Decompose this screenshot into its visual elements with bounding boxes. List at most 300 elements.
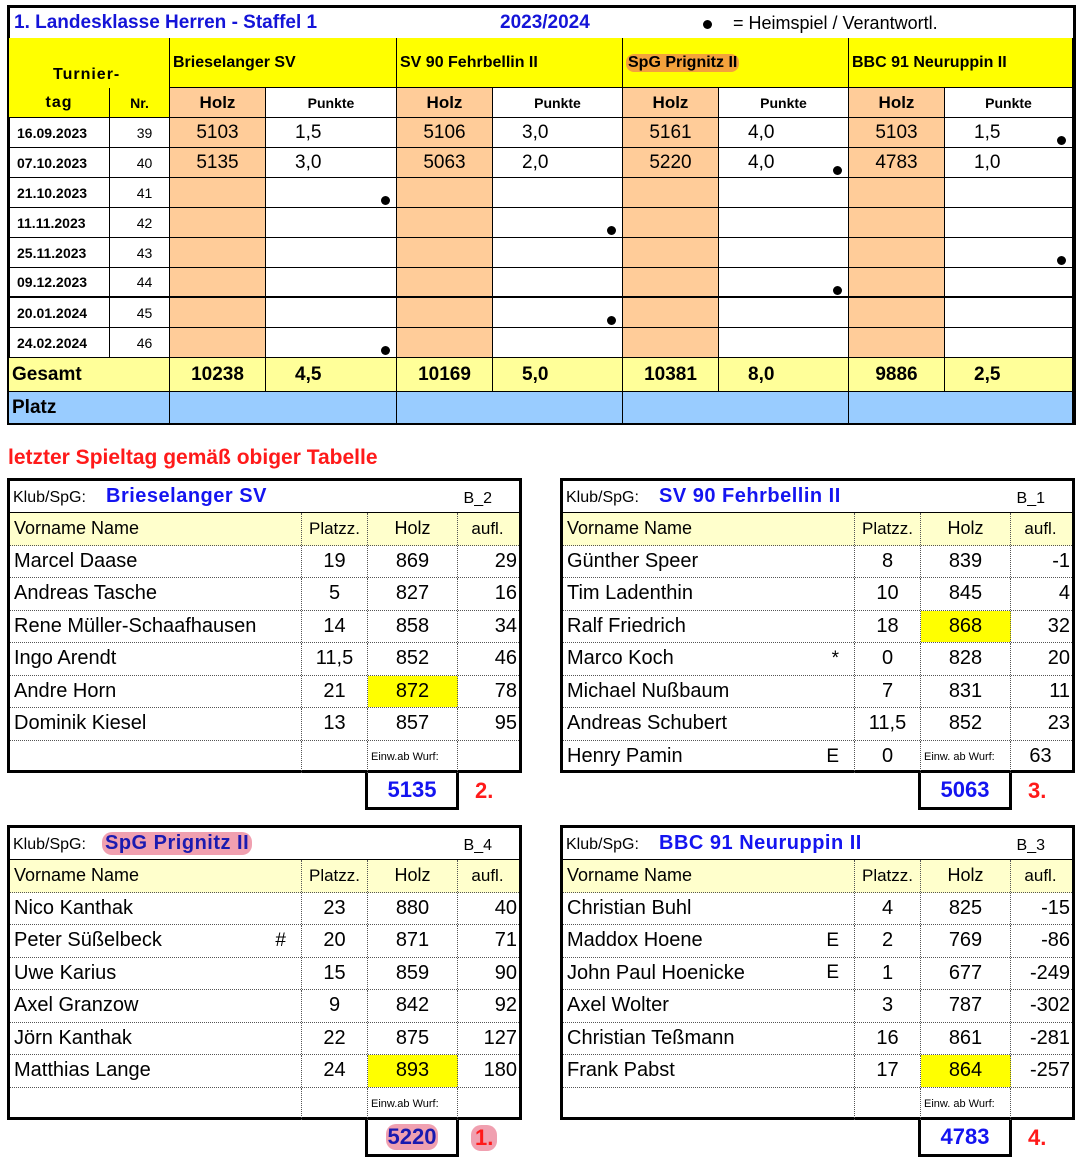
player-aufl: 71 [494,929,517,952]
player-name-cell [563,546,855,578]
total-punkte: 4,5 [266,358,397,392]
holz-header: Holz [170,88,266,118]
platz-value [170,392,397,423]
player-holz: 828 [921,643,1011,675]
team-name: BBC 91 Neuruppin II [852,53,1007,71]
player-platz: 19 [302,546,368,578]
col-name-header: Vorname Name [563,513,855,545]
punkte-value [266,208,397,238]
punkte-value [493,328,623,358]
holz-value: 5103 [170,118,266,148]
player-platz: 0 [855,741,921,774]
player-holz: 825 [921,893,1011,925]
team-name: Brieselanger SV [173,53,296,71]
player-row [563,611,1072,644]
punkte-value [945,118,1073,148]
punkte-value [719,148,849,178]
player-aufl: 23 [1047,712,1070,735]
club-total: 5220 [387,1124,437,1149]
player-holz: 880 [368,893,458,925]
player-name-cell [563,741,855,774]
punkte-value [719,298,849,328]
club-lineup-box [560,825,1075,1120]
player-row [10,925,519,958]
player-holz: 861 [921,1023,1011,1055]
club-title-row [10,481,519,513]
punkte-value [493,238,623,268]
team-name: SpG Prignitz II [628,53,738,71]
holz-value: 5106 [397,118,493,148]
home-game-dot-icon [381,346,390,355]
punkte-value: 1,5 [266,118,397,148]
player-name: Günther Speer [567,549,699,572]
player-name-cell [563,708,855,740]
punkte-value [493,178,623,208]
club-title-row [563,828,1072,860]
player-name: Tim Ladenthin [567,582,693,605]
player-row [10,1023,519,1056]
punkte-value [945,238,1073,268]
player-aufl: -281 [1029,1026,1070,1049]
player-holz: 842 [368,990,458,1022]
col-aufl-header: aufl. [1024,865,1057,885]
player-row [10,893,519,926]
turnier-label: Turnier- [53,66,121,83]
holz-value [623,178,719,208]
player-aufl: 78 [494,679,517,702]
club-rank: 4. [1028,1125,1047,1150]
club-total-box [918,1120,1012,1157]
player-name: Andreas Tasche [14,582,158,605]
player-name: Jörn Kanthak [14,1026,132,1049]
punkte-header: Punkte [266,88,397,118]
col-name-header: Vorname Name [10,860,302,892]
player-holz: 869 [368,546,458,578]
holz-value [849,328,945,358]
holz-value [849,238,945,268]
player-aufl: -249 [1029,961,1070,984]
holz-value [397,268,493,298]
col-aufl-header: aufl. [471,865,504,885]
player-holz: 852 [368,643,458,675]
punkte-header: Punkte [719,88,849,118]
col-holz-header: Holz [368,860,458,892]
punkte-value: 4,0 [719,118,849,148]
player-row [563,1023,1072,1056]
einwurf-value: 63 [1029,745,1052,768]
player-platz: 16 [855,1023,921,1055]
player-aufl: 29 [494,549,517,572]
player-platz: 9 [302,990,368,1022]
club-total: 5063 [940,777,990,802]
holz-value [397,208,493,238]
player-aufl: 90 [494,961,517,984]
match-date: 21.10.2023 [9,178,110,208]
club-title-row [10,828,519,860]
player-row [10,546,519,579]
punkte-header: Punkte [493,88,623,118]
match-number: 44 [110,268,170,298]
player-row [563,958,1072,991]
match-date: 07.10.2023 [9,148,110,178]
player-aufl: -15 [1041,896,1070,919]
match-number: 41 [110,178,170,208]
player-platz: 23 [302,893,368,925]
holz-value [170,268,266,298]
player-aufl: 32 [1047,614,1070,637]
punkte-value [266,178,397,208]
table-title-row [10,8,1073,39]
player-name: Axel Wolter [567,994,669,1017]
holz-value: 5135 [170,148,266,178]
lineup-header-row [563,513,1072,546]
player-platz: 10 [855,578,921,610]
lineup-footer-row [10,741,519,774]
team-header [397,38,623,88]
player-holz: 875 [368,1023,458,1055]
player-mark: E [826,929,839,951]
player-aufl: 127 [483,1026,517,1049]
player-platz: 1 [855,958,921,990]
player-row [10,611,519,644]
player-aufl: -1 [1052,549,1070,572]
player-mark: E [826,962,839,984]
player-platz: 11,5 [855,708,921,740]
match-number: 45 [110,298,170,328]
club-code: B_1 [1016,490,1045,507]
club-total: 5135 [387,777,437,802]
punkte-value [266,268,397,298]
player-platz: 17 [855,1055,921,1087]
player-platz: 14 [302,611,368,643]
player-aufl: 11 [1049,679,1070,702]
match-number: 42 [110,208,170,238]
punkte-value [719,208,849,238]
holz-value [170,238,266,268]
punkte-value [945,298,1073,328]
player-name-cell [563,643,855,675]
player-name: Christian Teßmann [567,1026,735,1049]
player-platz: 3 [855,990,921,1022]
player-row [563,925,1072,958]
lineup-header-row [563,860,1072,893]
player-holz: 852 [921,708,1011,740]
holz-value [849,298,945,328]
club-lineup-box [560,478,1075,773]
player-name-cell [563,925,855,957]
home-game-dot-icon [607,226,616,235]
col-platz-header: Platzz. [855,860,921,892]
player-platz: 24 [302,1055,368,1087]
club-lineup-box [7,478,522,773]
gesamt-label: Gesamt [9,358,170,392]
col-name-header: Vorname Name [10,513,302,545]
player-name-cell [10,708,302,740]
team-name: SV 90 Fehrbellin II [400,53,538,71]
player-name-cell [563,1023,855,1055]
player-holz: 787 [921,990,1011,1022]
club-label: Klub/SpG: [13,836,86,853]
player-row [10,1055,519,1088]
col-aufl-header: aufl. [471,518,504,538]
turnier-header [9,38,170,88]
match-date: 16.09.2023 [9,118,110,148]
punkte-value [266,328,397,358]
player-platz: 7 [855,676,921,708]
player-row [563,676,1072,709]
club-title-row [563,481,1072,513]
section-title: letzter Spieltag gemäß obiger Tabelle [8,446,378,469]
total-holz: 10238 [170,358,266,392]
player-platz [302,741,368,774]
club-total-box [365,1120,459,1157]
player-name-cell [563,893,855,925]
player-holz: 868 [921,611,1011,643]
holz-header: Holz [849,88,945,118]
player-name: Dominik Kiesel [14,712,147,735]
holz-value [623,208,719,238]
player-name: Rene Müller-Schaafhausen [14,614,257,637]
player-row [10,958,519,991]
player-name-cell [563,1088,855,1121]
match-number: 43 [110,238,170,268]
punkte-value [719,238,849,268]
col-aufl-header: aufl. [1024,518,1057,538]
club-name: BBC 91 Neuruppin II [659,832,862,854]
platz-value [623,392,849,423]
player-row [10,643,519,676]
player-aufl: 16 [494,582,517,605]
punkte-value [719,178,849,208]
col-platz-header: Platzz. [855,513,921,545]
player-aufl: 46 [494,647,517,670]
club-label: Klub/SpG: [13,489,86,506]
club-name: SV 90 Fehrbellin II [659,485,841,507]
punkte-value [945,178,1073,208]
holz-value [397,298,493,328]
league-title: 1. Landesklasse Herren - Staffel 1 [14,12,318,33]
player-platz [855,1088,921,1121]
player-row [563,578,1072,611]
match-date: 24.02.2024 [9,328,110,358]
holz-header: Holz [397,88,493,118]
punkte-value [493,268,623,298]
player-name-cell [10,741,302,774]
match-number: 40 [110,148,170,178]
player-platz: 4 [855,893,921,925]
player-name: Matthias Lange [14,1059,151,1082]
holz-value: 5063 [397,148,493,178]
home-game-dot-icon [381,196,390,205]
player-name-cell [563,958,855,990]
player-holz: 859 [368,958,458,990]
holz-value [397,328,493,358]
player-name: Michael Nußbaum [567,679,730,702]
platz-value [849,392,1073,423]
col-holz-header: Holz [921,860,1011,892]
player-name-cell [563,676,855,708]
lineup-header-row [10,860,519,893]
tag-header: tag [9,88,110,118]
total-holz: 9886 [849,358,945,392]
player-aufl: 95 [494,712,517,735]
player-holz: 864 [921,1055,1011,1087]
punkte-value [493,298,623,328]
player-name: Ingo Arendt [14,647,117,670]
player-row [10,578,519,611]
holz-value [623,328,719,358]
player-holz: 893 [368,1055,458,1087]
player-name-cell [10,925,302,957]
player-holz: 839 [921,546,1011,578]
club-total: 4783 [940,1124,990,1149]
total-holz: 10381 [623,358,719,392]
punkte-text: 1,5 [974,121,1001,143]
player-platz: 21 [302,676,368,708]
player-platz: 22 [302,1023,368,1055]
col-holz-header: Holz [921,513,1011,545]
club-lineup-box [7,825,522,1120]
total-holz: 10169 [397,358,493,392]
player-name-cell [10,643,302,675]
player-aufl: 92 [494,994,517,1017]
player-name: Ralf Friedrich [567,614,686,637]
match-date: 20.01.2024 [9,298,110,328]
player-platz [302,1088,368,1121]
einwurf-label: Einw.ab Wurf: [368,1088,458,1121]
player-name: Christian Buhl [567,896,692,919]
holz-value [170,328,266,358]
player-holz: 872 [368,676,458,708]
col-name-header: Vorname Name [563,860,855,892]
punkte-value [945,208,1073,238]
holz-header: Holz [623,88,719,118]
player-name: Marco Koch [567,647,674,670]
player-platz: 20 [302,925,368,957]
player-name: Maddox Hoene [567,929,703,952]
player-aufl: 4 [1058,582,1070,605]
player-row [563,708,1072,741]
player-name: Axel Granzow [14,994,139,1017]
player-name-cell [10,578,302,610]
home-game-dot-icon [833,286,842,295]
platz-label: Platz [9,392,170,423]
punkte-value: 3,0 [266,148,397,178]
punkte-value: 2,0 [493,148,623,178]
einwurf-label: Einw.ab Wurf: [368,741,458,774]
club-code: B_3 [1016,837,1045,854]
player-holz: 857 [368,708,458,740]
lineup-footer-row [563,1088,1072,1121]
player-name-cell [563,578,855,610]
home-game-dot-icon [607,316,616,325]
club-rank: 2. [475,778,494,803]
player-row [10,676,519,709]
player-row [10,708,519,741]
holz-value [623,238,719,268]
club-label: Klub/SpG: [566,489,639,506]
player-name: Andre Horn [14,679,117,702]
player-row [563,893,1072,926]
team-header [623,38,849,88]
lineup-footer-row [563,741,1072,774]
club-rank: 3. [1028,778,1047,803]
player-row [563,990,1072,1023]
nr-header: Nr. [110,88,170,118]
player-name-cell [563,1055,855,1087]
player-name: Peter Süßelbeck [14,929,162,952]
holz-value: 5161 [623,118,719,148]
player-name-cell [10,893,302,925]
club-rank: 1. [471,1125,497,1151]
player-row [10,990,519,1023]
player-name-cell [10,676,302,708]
player-name-cell [10,1055,302,1087]
club-name: Brieselanger SV [106,485,267,507]
match-number: 39 [110,118,170,148]
punkte-text: 4,0 [748,151,775,173]
holz-value [397,178,493,208]
holz-value [397,238,493,268]
legend-text: = Heimspiel / Verantwortl. [733,13,938,33]
holz-value: 5103 [849,118,945,148]
player-name-cell [563,611,855,643]
player-platz: 11,5 [302,643,368,675]
club-name: SpG Prignitz II [102,832,252,855]
einwurf-value [458,1088,519,1121]
season-label: 2023/2024 [500,12,590,33]
player-platz: 18 [855,611,921,643]
col-holz-header: Holz [368,513,458,545]
player-platz: 13 [302,708,368,740]
punkte-value [266,298,397,328]
player-aufl: -86 [1041,929,1070,952]
lineup-footer-row [10,1088,519,1121]
player-aufl: 20 [1047,647,1070,670]
holz-value: 5220 [623,148,719,178]
holz-value [623,268,719,298]
player-holz: 831 [921,676,1011,708]
team-header [849,38,1073,88]
player-holz: 827 [368,578,458,610]
home-game-dot-icon [1057,136,1066,145]
player-platz: 8 [855,546,921,578]
holz-value [170,178,266,208]
einwurf-value [458,741,519,774]
player-row [563,1055,1072,1088]
punkte-value [493,208,623,238]
standings-table [7,5,1076,425]
player-name: Andreas Schubert [567,712,728,735]
punkte-value [719,328,849,358]
bullet-dot-icon [703,20,712,29]
match-date: 11.11.2023 [9,208,110,238]
match-date: 25.11.2023 [9,238,110,268]
punkte-value [945,268,1073,298]
player-platz: 5 [302,578,368,610]
player-aufl: -302 [1029,994,1070,1017]
player-name: Uwe Karius [14,961,117,984]
einwurf-label: Einw. ab Wurf: [921,1088,1011,1121]
player-aufl: -257 [1029,1059,1070,1082]
player-holz: 677 [921,958,1011,990]
home-game-dot-icon [1057,256,1066,265]
player-holz: 769 [921,925,1011,957]
club-code: B_2 [463,490,492,507]
player-name-cell [10,1088,302,1121]
punkte-value [719,268,849,298]
player-name: John Paul Hoenicke [567,961,745,984]
